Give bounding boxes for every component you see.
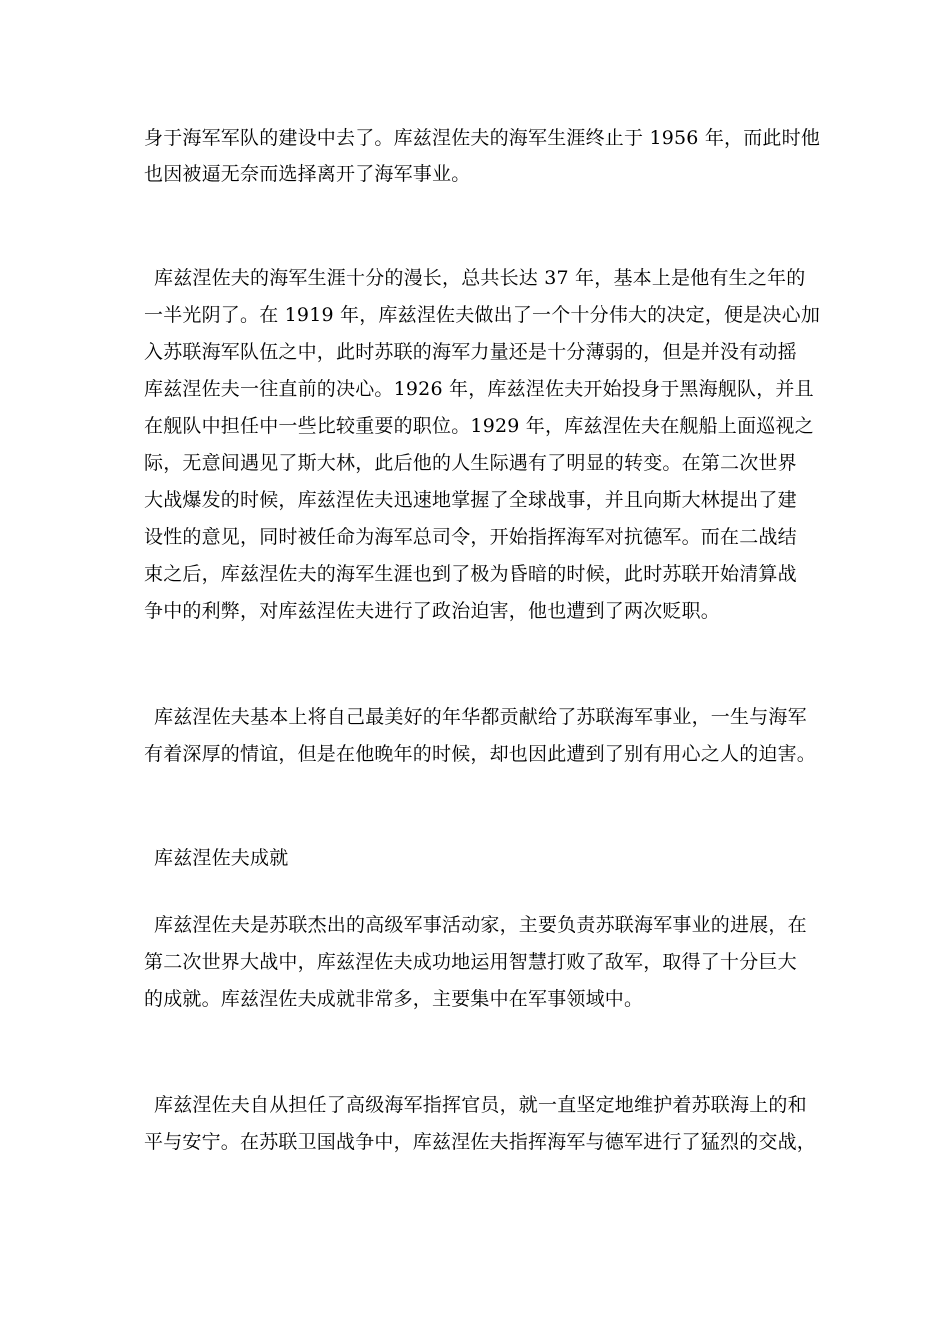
- paragraph-6-line-2: 平与安宁。在苏联卫国战争中，库兹涅佐夫指挥海军与德军进行了猛烈的交战，: [144, 1131, 817, 1153]
- section-heading: 库兹涅佐夫成就: [154, 847, 289, 869]
- paragraph-3-line-2: 有着深厚的情谊，但是在他晚年的时候，却也因此遭到了别有用心之人的迫害。: [144, 743, 817, 765]
- paragraph-2-line-4: 库兹涅佐夫一往直前的决心。1926 年，库兹涅佐夫开始投身于黑海舰队，并且: [144, 378, 814, 400]
- paragraph-2-line-6: 际，无意间遇见了斯大林，此后他的人生际遇有了明显的转变。在第二次世界: [144, 452, 797, 474]
- paragraph-3-line-1: 库兹涅佐夫基本上将自己最美好的年华都贡献给了苏联海军事业，一生与海军: [154, 706, 807, 728]
- paragraph-2-line-3: 入苏联海军队伍之中，此时苏联的海军力量还是十分薄弱的，但是并没有动摇: [144, 341, 797, 363]
- paragraph-5-line-3: 的成就。库兹涅佐夫成就非常多，主要集中在军事领域中。: [144, 988, 644, 1010]
- paragraph-6-line-1: 库兹涅佐夫自从担任了高级海军指挥官员，就一直坚定地维护着苏联海上的和: [154, 1094, 807, 1116]
- paragraph-2-line-5: 在舰队中担任中一些比较重要的职位。1929 年，库兹涅佐夫在舰船上面巡视之: [144, 415, 814, 437]
- paragraph-1-line-2: 也因被逼无奈而选择离开了海军事业。: [144, 163, 471, 185]
- paragraph-5-line-2: 第二次世界大战中，库兹涅佐夫成功地运用智慧打败了敌军，取得了十分巨大: [144, 951, 797, 973]
- paragraph-5-line-1: 库兹涅佐夫是苏联杰出的高级军事活动家，主要负责苏联海军事业的进展，在: [154, 914, 807, 936]
- paragraph-2-line-10: 争中的利弊，对库兹涅佐夫进行了政治迫害，他也遭到了两次贬职。: [144, 600, 721, 622]
- paragraph-2-line-8: 设性的意见，同时被任命为海军总司令，开始指挥海军对抗德军。而在二战结: [144, 526, 797, 548]
- paragraph-1-line-1: 身于海军军队的建设中去了。库兹涅佐夫的海军生涯终止于 1956 年，而此时他: [144, 127, 821, 149]
- paragraph-2-line-1: 库兹涅佐夫的海军生涯十分的漫长，总共长达 37 年，基本上是他有生之年的: [154, 267, 806, 289]
- paragraph-2-line-9: 束之后，库兹涅佐夫的海军生涯也到了极为昏暗的时候，此时苏联开始清算战: [144, 563, 797, 585]
- paragraph-2-line-2: 一半光阴了。在 1919 年，库兹涅佐夫做出了一个十分伟大的决定，便是决心加: [144, 304, 821, 326]
- paragraph-2-line-7: 大战爆发的时候，库兹涅佐夫迅速地掌握了全球战事，并且向斯大林提出了建: [144, 489, 797, 511]
